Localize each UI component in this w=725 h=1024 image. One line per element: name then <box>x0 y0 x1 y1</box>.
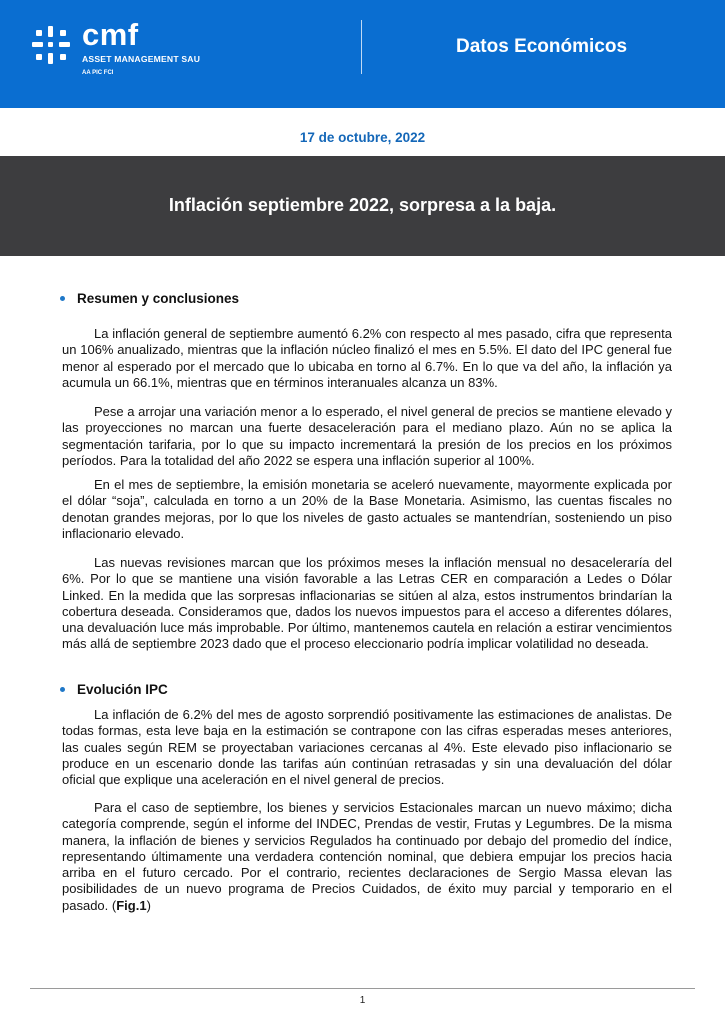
section-heading-evolucion <box>60 682 168 697</box>
report-title: Inflación septiembre 2022, sorpresa a la baja. <box>168 195 557 215</box>
bullet-icon <box>60 296 65 301</box>
paragraph <box>62 326 672 391</box>
paragraph <box>62 555 672 653</box>
figure-ref-open: ( <box>111 897 117 913</box>
cmf-logo-icon <box>30 24 72 66</box>
paragraph <box>62 800 672 914</box>
paragraph-text: Pese a arrojar una variación menor a lo esperado, el nivel general de precios se mantiene elevado y las proyecciones no marcan una fuerte desaceleración para el mediano plazo. Aún no se aplica la segmentación tarifaria, por lo que su impacto incrementará la presión de los precios en los próximos períodos. Para la totalidad del año 2022 se espera una inflación superior al 100%. <box>62 404 672 468</box>
brand-name: cmf <box>82 17 139 52</box>
paragraph-text: Las nuevas revisiones marcan que los próximos meses la inflación mensual no desaceleraría del 6%. Por lo que se mantiene una visión favorable a las Letras CER en comparación a Ledes o Dólar Linked. En la medida que las sorpresas inflacionarias se sitúen al alza, estos instrumentos brindarían la cobertura deseada. Consideramos que, dados los nuevos impuestos para el acceso a diferentes dólares, una devaluación luce más improbable. Por último, mantenemos cautela en relación a estirar vencimientos más allá de septiembre 2023 dado que el proceso eleccionario podría implicar volatilidad no deseada. <box>62 555 672 652</box>
figure-reference: Fig.1 <box>116 897 147 913</box>
header-title: Datos Económicos <box>456 36 628 57</box>
brand-subtitle: ASSET MANAGEMENT SAU <box>82 54 201 64</box>
section-heading-label: Resumen y conclusiones <box>77 291 240 306</box>
paragraph <box>62 477 672 542</box>
paragraph-text: La inflación de 6.2% del mes de agosto sorprendió positivamente las estimaciones de analistas. De todas formas, esta leve baja en la estimación se contrapone con las cifras esperadas meses anteriores, las cuales según REM se proyectaban variaciones cercanas al 4%. Este elevado piso inflacionario se produce en un escenario donde las tarifas aún continúan retrasadas y sin una devaluación del dólar oficial que explique una aceleración en el nivel general de precios. <box>62 707 672 788</box>
header-bar <box>0 0 725 108</box>
page-number: 1 <box>359 995 366 1006</box>
title-banner <box>0 156 725 256</box>
figure-ref-close: ) <box>146 897 151 913</box>
report-date: 17 de octubre, 2022 <box>299 130 426 145</box>
section-heading-label: Evolución IPC <box>77 682 168 697</box>
bullet-icon <box>60 687 65 692</box>
brand-registry: AA PIC FCI <box>82 70 114 76</box>
paragraph-text: Para el caso de septiembre, los bienes y servicios Estacionales marcan un nuevo máximo; dicha categoría comprende, según el informe del INDEC, Prendas de vestir, Frutas y Legumbres. De la misma manera, la inflación de bienes y servicios Regulados ha continuado por debajo del promedio del índice, representando últimamente una verdadera contención nominal, que debiera empujar los precios hacia arriba en el futuro cercado. Por el contrario, recientes declaraciones de Sergio Massa elevan las posibilidades de un nuevo programa de Precios Cuidados, de éxito muy parcial y temporario en el pasado. <box>62 800 672 913</box>
paragraph-text: En el mes de septiembre, la emisión monetaria se aceleró nuevamente, mayormente explicada por el dólar “soja”, calculada en torno a un 20% de la Base Monetaria. Asimismo, las cuentas fiscales no denotan grandes mejoras, por lo que los niveles de gasto actuales se mantendrían, sosteniendo un piso inflacionario elevado. <box>62 477 672 541</box>
section-heading-resumen <box>60 291 239 306</box>
paragraph <box>62 707 672 788</box>
paragraph <box>62 404 672 469</box>
header-divider <box>361 20 362 74</box>
footer-divider <box>30 988 695 989</box>
paragraph-text: La inflación general de septiembre aumentó 6.2% con respecto al mes pasado, cifra que representa un 106% anualizado, mientras que la inflación núcleo finalizó el mes en 5.5%. El dato del IPC general fue menor al esperado por el mercado que lo ubicaba en torno al 6.7%. En lo que va del año, la inflación ya acumula un 66.1%, mientras que en términos interanuales alcanza un 83%. <box>62 326 672 390</box>
